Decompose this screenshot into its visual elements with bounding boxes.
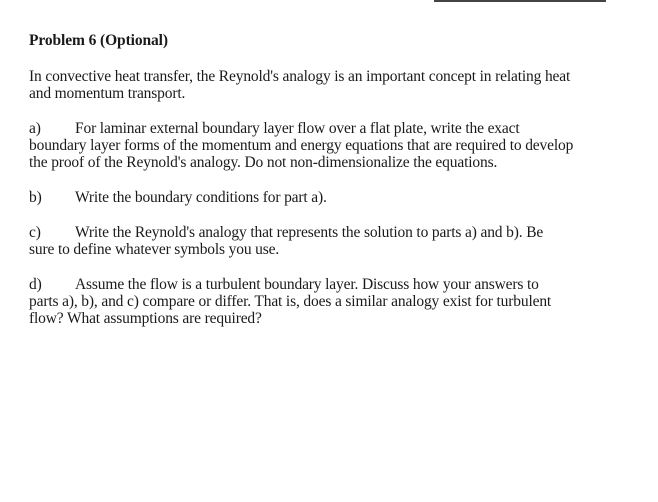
part-d-line-2: parts a), b), and c) compare or differ. That is, does a similar analogy exist for turbulent xyxy=(29,293,552,310)
part-a-marker: a) xyxy=(29,120,41,137)
part-d xyxy=(29,276,629,327)
part-b-text-1: Write the boundary conditions for part a). xyxy=(75,189,327,206)
part-c-marker: c) xyxy=(29,224,41,241)
part-c-line-1 xyxy=(29,224,629,241)
part-c-line-2: sure to define whatever symbols you use. xyxy=(29,241,280,258)
part-d-line-3: flow? What assumptions are required? xyxy=(29,310,262,327)
intro-line-2: and momentum transport. xyxy=(29,85,186,102)
intro-paragraph xyxy=(29,68,629,102)
part-a-line-3: the proof of the Reynold's analogy. Do not non-dimensionalize the equations. xyxy=(29,154,498,171)
problem-title: Problem 6 (Optional) xyxy=(29,32,168,49)
part-d-marker: d) xyxy=(29,276,42,293)
intro-line-1: In convective heat transfer, the Reynold's analogy is an important concept in relating heat xyxy=(29,68,571,85)
part-d-text-1: Assume the flow is a turbulent boundary layer. Discuss how your answers to xyxy=(75,276,539,293)
part-d-line-1 xyxy=(29,276,629,293)
part-a-line-1 xyxy=(29,120,629,137)
part-a xyxy=(29,120,629,171)
part-c-text-1: Write the Reynold's analogy that represents the solution to parts a) and b). Be xyxy=(75,224,544,241)
part-b-line-1 xyxy=(29,189,629,206)
part-a-text-1: For laminar external boundary layer flow over a flat plate, write the exact xyxy=(75,120,520,137)
part-b-marker: b) xyxy=(29,189,42,206)
top-rule-line xyxy=(434,0,606,2)
part-b xyxy=(29,189,629,206)
problem-document xyxy=(29,31,629,345)
part-a-line-2: boundary layer forms of the momentum and energy equations that are required to develop xyxy=(29,137,574,154)
part-c xyxy=(29,224,629,258)
